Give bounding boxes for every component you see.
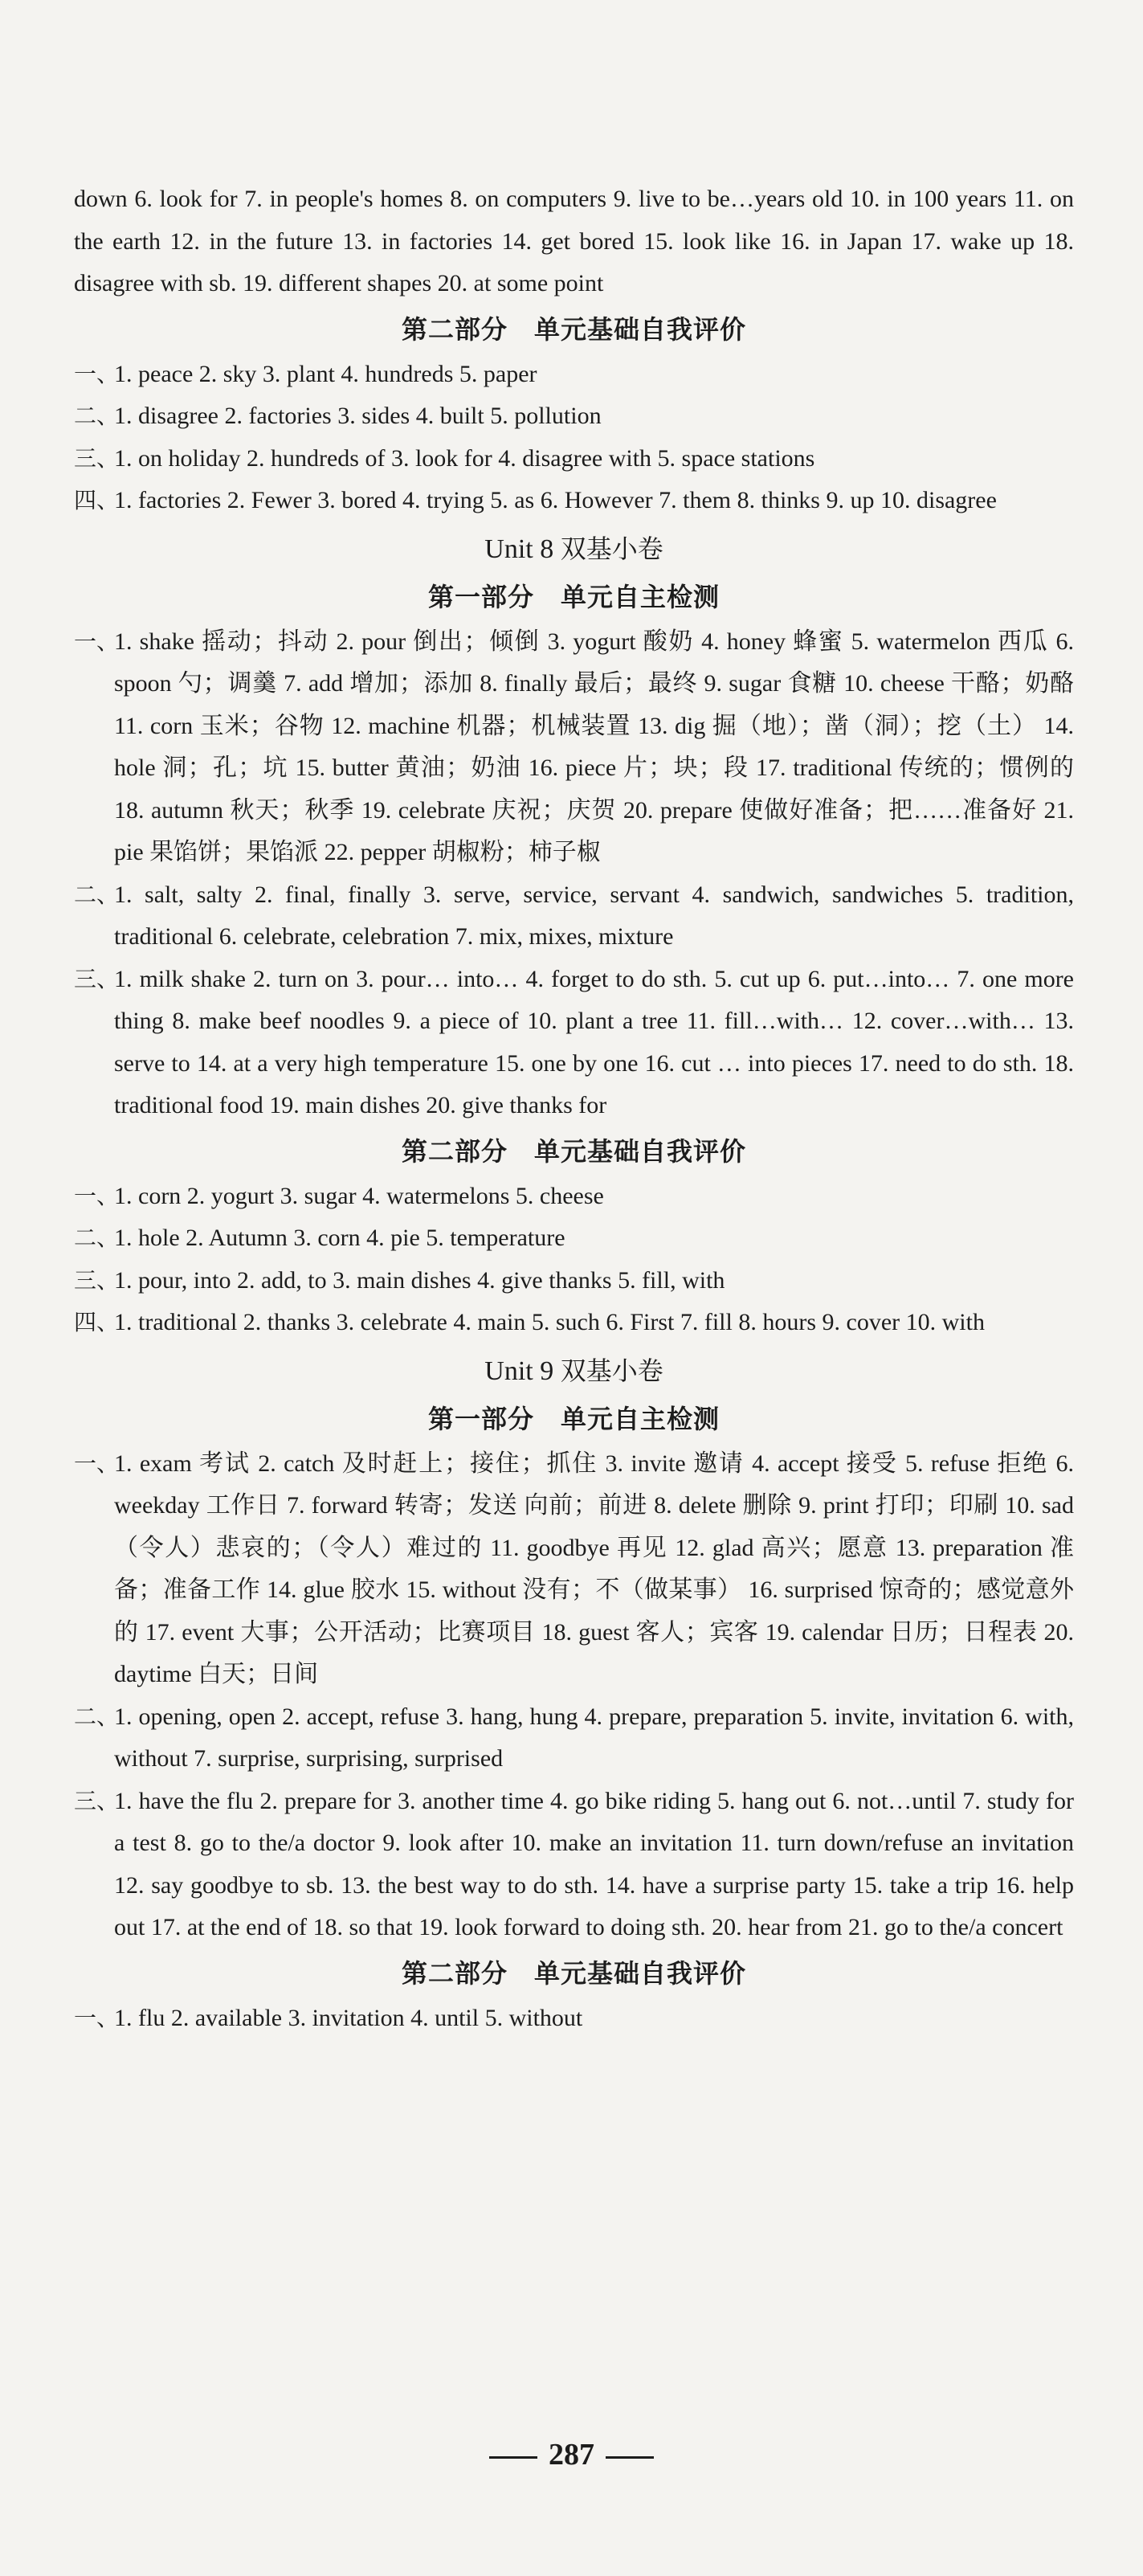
answer-item-text: 1. milk shake 2. turn on 3. pour… into… 4. forget to do sth. 5. cut up 6. put…into… 7. one more thing 8. make beef noodles 9. a piece of 10. plant a tree 11. fill…with… 12. cover…with… 13. serve to 14. at a very high temperature 15. one by one 16. cut … into pieces 17. need to do sth. 18. traditional food 19. main dishes 20. give thanks for bbox=[114, 965, 1074, 1118]
answer-item-label: 二、 bbox=[74, 1225, 120, 1251]
answer-group bbox=[74, 1997, 1074, 2040]
unit-8-title-cn: 双基小卷 bbox=[560, 533, 663, 564]
answer-item bbox=[74, 480, 1074, 522]
answer-item-text: 1. hole 2. Autumn 3. corn 4. pie 5. temperature bbox=[114, 1225, 565, 1251]
answer-item-text: 1. shake 摇动；抖动 2. pour 倒出；倾倒 3. yogurt 酸奶 4. honey 蜂蜜 5. watermelon 西瓜 6. spoon 勺；调羹 7. add 增加；添加 8. finally 最后；最终 9. sugar 食糖 10. cheese 干酪；奶酪 11. corn 玉米；谷物 12. machine 机器；机械装置 13. dig 掘（地）；凿（洞）；挖（土） 14. hole 洞；孔；坑 15. butter 黄油；奶油 16. piece 片；块；段 17. traditional 传统的；惯例的 18. autumn 秋天；秋季 19. celebrate 庆祝；庆贺 20. prepare 使做好准备；把……准备好 21. pie 果馅饼；果馅派 22. pepper 胡椒粉；柿子椒 bbox=[114, 628, 1074, 865]
section-title: 第一部分 单元自主检测 bbox=[427, 1403, 720, 1434]
answer-item-text: 1. on holiday 2. hundreds of 3. look for 4. disagree with 5. space stations bbox=[114, 444, 815, 472]
answer-item bbox=[74, 959, 1074, 1127]
answer-item-text: 1. corn 2. yogurt 3. sugar 4. watermelons 5. cheese bbox=[114, 1182, 604, 1209]
answer-item-label: 三、 bbox=[74, 1266, 120, 1294]
answer-item-label: 二、 bbox=[74, 1703, 120, 1730]
page-number bbox=[0, 2435, 1143, 2475]
section-title: 第一部分 单元自主检测 bbox=[427, 581, 720, 612]
answer-item bbox=[74, 621, 1074, 874]
answer-item-text: 1. exam 考试 2. catch 及时赶上；接住；抓住 3. invite 邀请 4. accept 接受 5. refuse 拒绝 6. weekday 工作日 7. forward 转寄；发送 向前；前进 8. delete 删除 9. print 打印；印刷 10. sad （令人）悲哀的；（令人）难过的 11. goodbye 再见 12. glad 高兴；愿意 13. preparation 准备；准备工作 14. glue 胶水 15. without 没有；不（做某事） 16. surprised 惊奇的；感觉意外的 17. event 大事；公开活动；比赛项目 18. guest 客人；宾客 19. calendar 日历；日程表 20. daytime 白天；日间 bbox=[114, 1450, 1074, 1687]
answer-item bbox=[74, 395, 1074, 438]
unit-9-title-cn: 双基小卷 bbox=[560, 1355, 663, 1386]
answer-item-text: 1. peace 2. sky 3. plant 4. hundreds 5. paper bbox=[114, 360, 537, 387]
answer-group bbox=[74, 1176, 1074, 1344]
section-title: 第二部分 单元基础自我评价 bbox=[401, 313, 746, 345]
answer-item bbox=[74, 1217, 1074, 1260]
answer-group bbox=[74, 621, 1074, 1127]
answer-item-label: 三、 bbox=[74, 1787, 120, 1814]
answer-item-label: 二、 bbox=[74, 403, 120, 429]
answer-item bbox=[74, 874, 1074, 959]
page-number-text: 287 bbox=[549, 2438, 594, 2472]
answer-item-text: 1. salt, salty 2. final, finally 3. serve, service, servant 4. sandwich, sandwiches 5. tradition, traditional 6. celebrate, celebration 7. mix, mixes, mixture bbox=[114, 881, 1074, 950]
answer-item bbox=[74, 1781, 1074, 1949]
answer-group bbox=[74, 1443, 1074, 1949]
unit-9-title bbox=[74, 1347, 1074, 1395]
unit-8-title bbox=[74, 525, 1074, 573]
answer-item-text: 1. opening, open 2. accept, refuse 3. hang, hung 4. prepare, preparation 5. invite, invitation 6. with, without 7. surprise, surprising, surprised bbox=[114, 1703, 1074, 1772]
answer-item-label: 一、 bbox=[74, 1182, 120, 1209]
page-number-dash-right bbox=[606, 2456, 654, 2459]
answer-item-label: 三、 bbox=[74, 444, 120, 472]
answer-item bbox=[74, 1260, 1074, 1302]
answer-item-text: 1. disagree 2. factories 3. sides 4. built 5. pollution bbox=[114, 403, 602, 429]
answer-item-text: 1. flu 2. available 3. invitation 4. until 5. without bbox=[114, 2004, 583, 2031]
page-number-dash-left bbox=[489, 2456, 537, 2459]
answer-group bbox=[74, 354, 1074, 522]
answer-item-label: 二、 bbox=[74, 881, 120, 908]
answer-item bbox=[74, 1302, 1074, 1344]
unit-9-title-en: Unit 9 bbox=[484, 1355, 554, 1386]
answer-item-label: 一、 bbox=[74, 2004, 120, 2031]
unit-8-title-en: Unit 8 bbox=[484, 534, 554, 564]
answer-item-label: 一、 bbox=[74, 628, 120, 655]
answer-item-label: 三、 bbox=[74, 965, 120, 992]
answer-item-label: 四、 bbox=[74, 487, 120, 513]
answer-item-label: 四、 bbox=[74, 1309, 120, 1335]
answer-item-text: 1. traditional 2. thanks 3. celebrate 4. main 5. such 6. First 7. fill 8. hours 9. cover 10. with bbox=[114, 1309, 985, 1335]
answer-item bbox=[74, 438, 1074, 480]
section-title: 第二部分 单元基础自我评价 bbox=[401, 1135, 746, 1167]
answer-item bbox=[74, 354, 1074, 396]
answer-item-text: 1. pour, into 2. add, to 3. main dishes 4. give thanks 5. fill, with bbox=[114, 1266, 725, 1294]
answer-item bbox=[74, 1176, 1074, 1218]
answer-item-label: 一、 bbox=[74, 360, 120, 387]
answer-item-text: 1. factories 2. Fewer 3. bored 4. trying 5. as 6. However 7. them 8. thinks 9. up 10. disagree bbox=[114, 487, 997, 513]
answer-item bbox=[74, 1443, 1074, 1696]
answer-item-label: 一、 bbox=[74, 1450, 120, 1477]
section-title: 第二部分 单元基础自我评价 bbox=[401, 1957, 746, 1989]
carryover-paragraph: down 6. look for 7. in people's homes 8. on computers 9. live to be…years old 10. in 100 years 11. on the earth 12. in the future 13. in factories 14. get bored 15. look like 16. in Japan 17. wake up 18. disagree with sb. 19. different shapes 20. at some point bbox=[74, 186, 1074, 296]
page-content bbox=[74, 178, 1074, 2039]
answer-item bbox=[74, 1696, 1074, 1781]
answer-item-text: 1. have the flu 2. prepare for 3. another time 4. go bike riding 5. hang out 6. not…until 7. study for a test 8. go to the/a doctor 9. look after 10. make an invitation 11. turn down/refuse an invitation 12. say goodbye to sb. 13. the best way to do sth. 14. have a surprise party 15. take a trip 16. help out 17. at the end of 18. so that 19. look forward to doing sth. 20. hear from 21. go to the/a concert bbox=[114, 1787, 1074, 1940]
answer-item bbox=[74, 1997, 1074, 2040]
